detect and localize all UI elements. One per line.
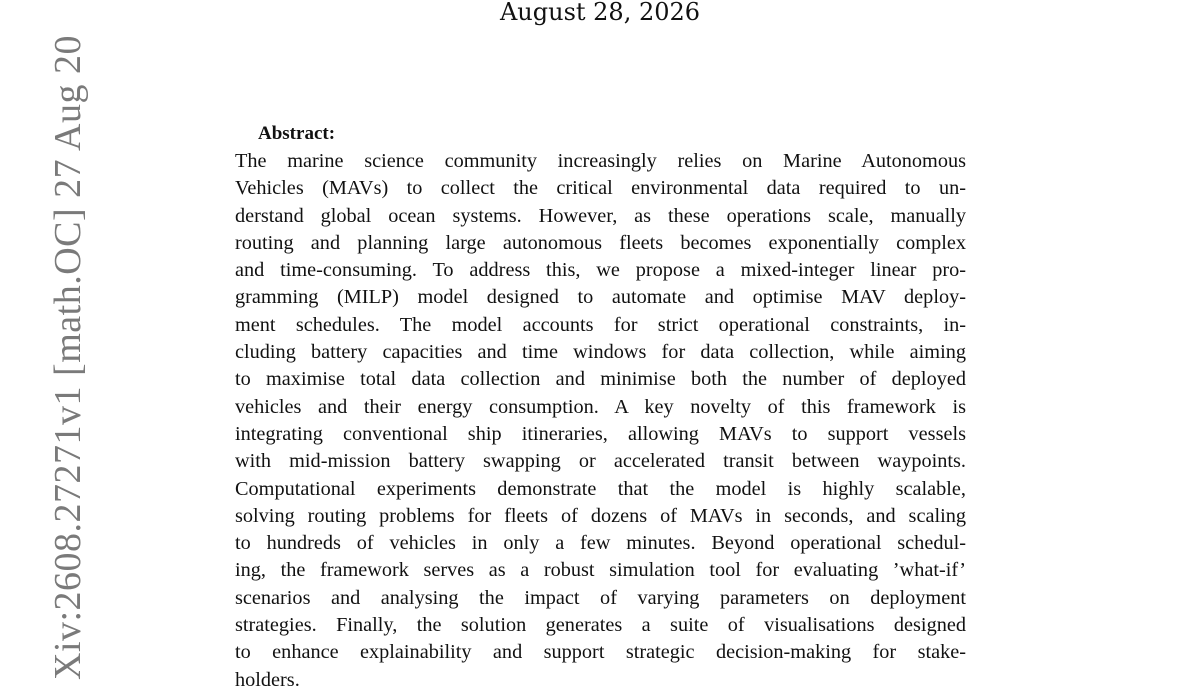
abstract-line: vehicles and their energy consumption. A key novelty of this framework is	[235, 395, 966, 418]
abstract-line: to maximise total data collection and minimise both the number of deployed	[235, 368, 966, 391]
abstract-line: gramming (MILP) model designed to automate and optimise MAV deploy-	[235, 286, 966, 309]
abstract-line: Computational experiments demonstrate that the model is highly scalable,	[235, 477, 966, 500]
abstract-line: The marine science community increasingly relies on Marine Autonomous	[235, 150, 966, 172]
abstract-line: scenarios and analysing the impact of varying parameters on deployment	[235, 586, 966, 609]
abstract-line: Vehicles (MAVs) to collect the critical environmental data required to un-	[235, 177, 966, 200]
abstract-line: routing and planning large autonomous fleets becomes exponentially complex	[235, 231, 966, 254]
abstract-line: to hundreds of vehicles in only a few minutes. Beyond operational schedul-	[235, 532, 966, 555]
abstract-line: derstand global ocean systems. However, as these operations scale, manually	[235, 204, 966, 227]
arxiv-identifier-stamp: Xiv:2608.27271v1 [math.OC] 27 Aug 20	[47, 35, 89, 680]
abstract-line: ment schedules. The model accounts for strict operational constraints, in-	[235, 313, 966, 336]
abstract-line: integrating conventional ship itineraries, allowing MAVs to support vessels	[235, 422, 966, 445]
abstract-line: ing, the framework serves as a robust simulation tool for evaluating ’what-if’	[235, 559, 966, 582]
abstract-line: cluding battery capacities and time windows for data collection, while aiming	[235, 341, 966, 364]
abstract-heading: Abstract:	[258, 123, 336, 144]
abstract-line: and time-consuming. To address this, we propose a mixed-integer linear pro-	[235, 259, 966, 282]
abstract-body	[235, 148, 966, 694]
abstract-line: with mid-mission battery swapping or accelerated transit between waypoints.	[235, 450, 966, 473]
paper-date: August 28, 2026	[499, 0, 701, 26]
abstract-line: to enhance explainability and support strategic decision-making for stake-	[235, 641, 966, 664]
abstract-line: solving routing problems for fleets of dozens of MAVs in seconds, and scaling	[235, 504, 966, 527]
abstract-line: strategies. Finally, the solution generates a suite of visualisations designed	[235, 614, 966, 637]
abstract-line: holders.	[235, 668, 300, 691]
